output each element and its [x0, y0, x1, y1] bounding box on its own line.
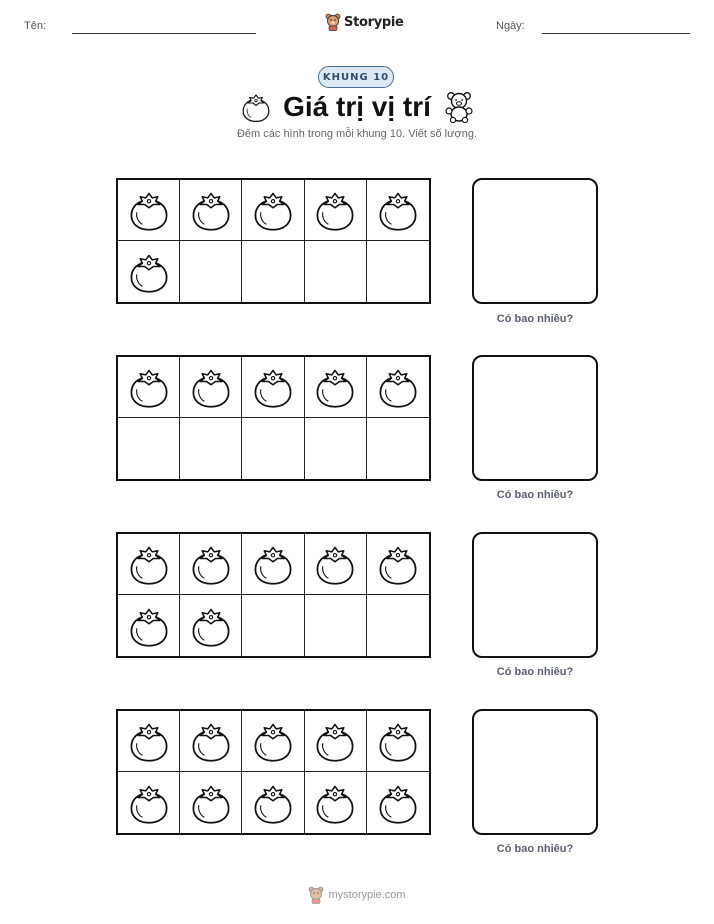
frame-cell	[242, 418, 304, 479]
persimmon-icon	[313, 365, 357, 409]
frame-cell	[305, 711, 367, 772]
answer-label-1: Có bao nhiêu?	[496, 313, 574, 325]
frame-cell	[118, 772, 180, 833]
frame-cell	[118, 711, 180, 772]
frame-cell	[180, 241, 242, 302]
persimmon-icon	[251, 781, 295, 825]
answer-box-2[interactable]	[472, 355, 598, 481]
persimmon-icon	[127, 250, 171, 294]
answer-box-4[interactable]	[472, 709, 598, 835]
answer-box-1[interactable]	[472, 178, 598, 304]
persimmon-icon	[189, 719, 233, 763]
frame-cell	[305, 534, 367, 595]
frame-cell	[118, 595, 180, 656]
persimmon-icon	[376, 542, 420, 586]
persimmon-icon	[127, 542, 171, 586]
persimmon-icon	[376, 188, 420, 232]
ten-frame-1	[116, 178, 431, 304]
frame-cell	[242, 180, 304, 241]
frame-cell	[305, 357, 367, 418]
frame-cell	[242, 595, 304, 656]
brand-name: Storypie	[344, 14, 404, 30]
persimmon-icon	[127, 781, 171, 825]
persimmon-icon	[189, 188, 233, 232]
persimmon-icon	[189, 542, 233, 586]
persimmon-icon	[376, 781, 420, 825]
frame-cell	[180, 357, 242, 418]
frame-cell	[118, 534, 180, 595]
name-label: Tên:	[24, 20, 47, 32]
persimmon-icon	[127, 604, 171, 648]
frame-cell	[180, 711, 242, 772]
frame-cell	[305, 595, 367, 656]
page-title: Giá trị vị trí	[283, 91, 431, 122]
answer-label-3: Có bao nhiêu?	[496, 666, 574, 678]
bear-logo-icon	[308, 886, 324, 904]
persimmon-icon	[313, 542, 357, 586]
answer-label-4: Có bao nhiêu?	[496, 843, 574, 855]
instructions: Đếm các hình trong mỗi khung 10. Viết số lượng.	[236, 128, 477, 140]
frame-cell	[305, 418, 367, 479]
ten-frame-2	[116, 355, 431, 481]
frame-cell	[305, 772, 367, 833]
frame-cell	[305, 180, 367, 241]
frame-cell	[118, 180, 180, 241]
footer-url[interactable]: mystorypie.com	[328, 889, 406, 901]
ten-frame-3	[116, 532, 431, 658]
persimmon-icon	[240, 91, 272, 128]
bear-logo-icon	[325, 13, 341, 31]
answer-box-3[interactable]	[472, 532, 598, 658]
persimmon-icon	[251, 719, 295, 763]
persimmon-icon	[313, 781, 357, 825]
persimmon-icon	[251, 188, 295, 232]
persimmon-icon	[251, 542, 295, 586]
frame-cell	[242, 711, 304, 772]
frame-cell	[242, 241, 304, 302]
frame-cell	[180, 772, 242, 833]
persimmon-icon	[189, 365, 233, 409]
frame-cell	[367, 772, 429, 833]
frame-cell	[305, 241, 367, 302]
persimmon-icon	[313, 719, 357, 763]
persimmon-icon	[127, 365, 171, 409]
frame-cell	[180, 595, 242, 656]
frame-cell	[242, 534, 304, 595]
title-row	[0, 88, 714, 126]
date-line[interactable]	[542, 33, 690, 34]
teddy-bear-icon	[444, 91, 474, 128]
persimmon-icon	[127, 719, 171, 763]
persimmon-icon	[376, 719, 420, 763]
persimmon-icon	[127, 188, 171, 232]
frame-cell	[367, 711, 429, 772]
frame-cell	[367, 241, 429, 302]
date-label: Ngày:	[496, 20, 525, 32]
persimmon-icon	[189, 604, 233, 648]
footer	[0, 886, 714, 904]
persimmon-icon	[189, 781, 233, 825]
frame-cell	[242, 772, 304, 833]
persimmon-icon	[313, 188, 357, 232]
brand-logo	[325, 12, 404, 32]
persimmon-icon	[251, 365, 295, 409]
frame-cell	[367, 534, 429, 595]
frame-cell	[367, 595, 429, 656]
frame-cell	[367, 180, 429, 241]
ten-frame-4	[116, 709, 431, 835]
frame-cell	[118, 357, 180, 418]
frame-cell	[180, 534, 242, 595]
persimmon-icon	[376, 365, 420, 409]
frame-cell	[367, 418, 429, 479]
frame-cell	[180, 418, 242, 479]
section-badge: KHUNG 10	[318, 66, 394, 88]
frame-cell	[367, 357, 429, 418]
frame-cell	[242, 357, 304, 418]
frame-cell	[180, 180, 242, 241]
answer-label-2: Có bao nhiêu?	[496, 489, 574, 501]
name-line[interactable]	[72, 33, 256, 34]
frame-cell	[118, 241, 180, 302]
frame-cell	[118, 418, 180, 479]
